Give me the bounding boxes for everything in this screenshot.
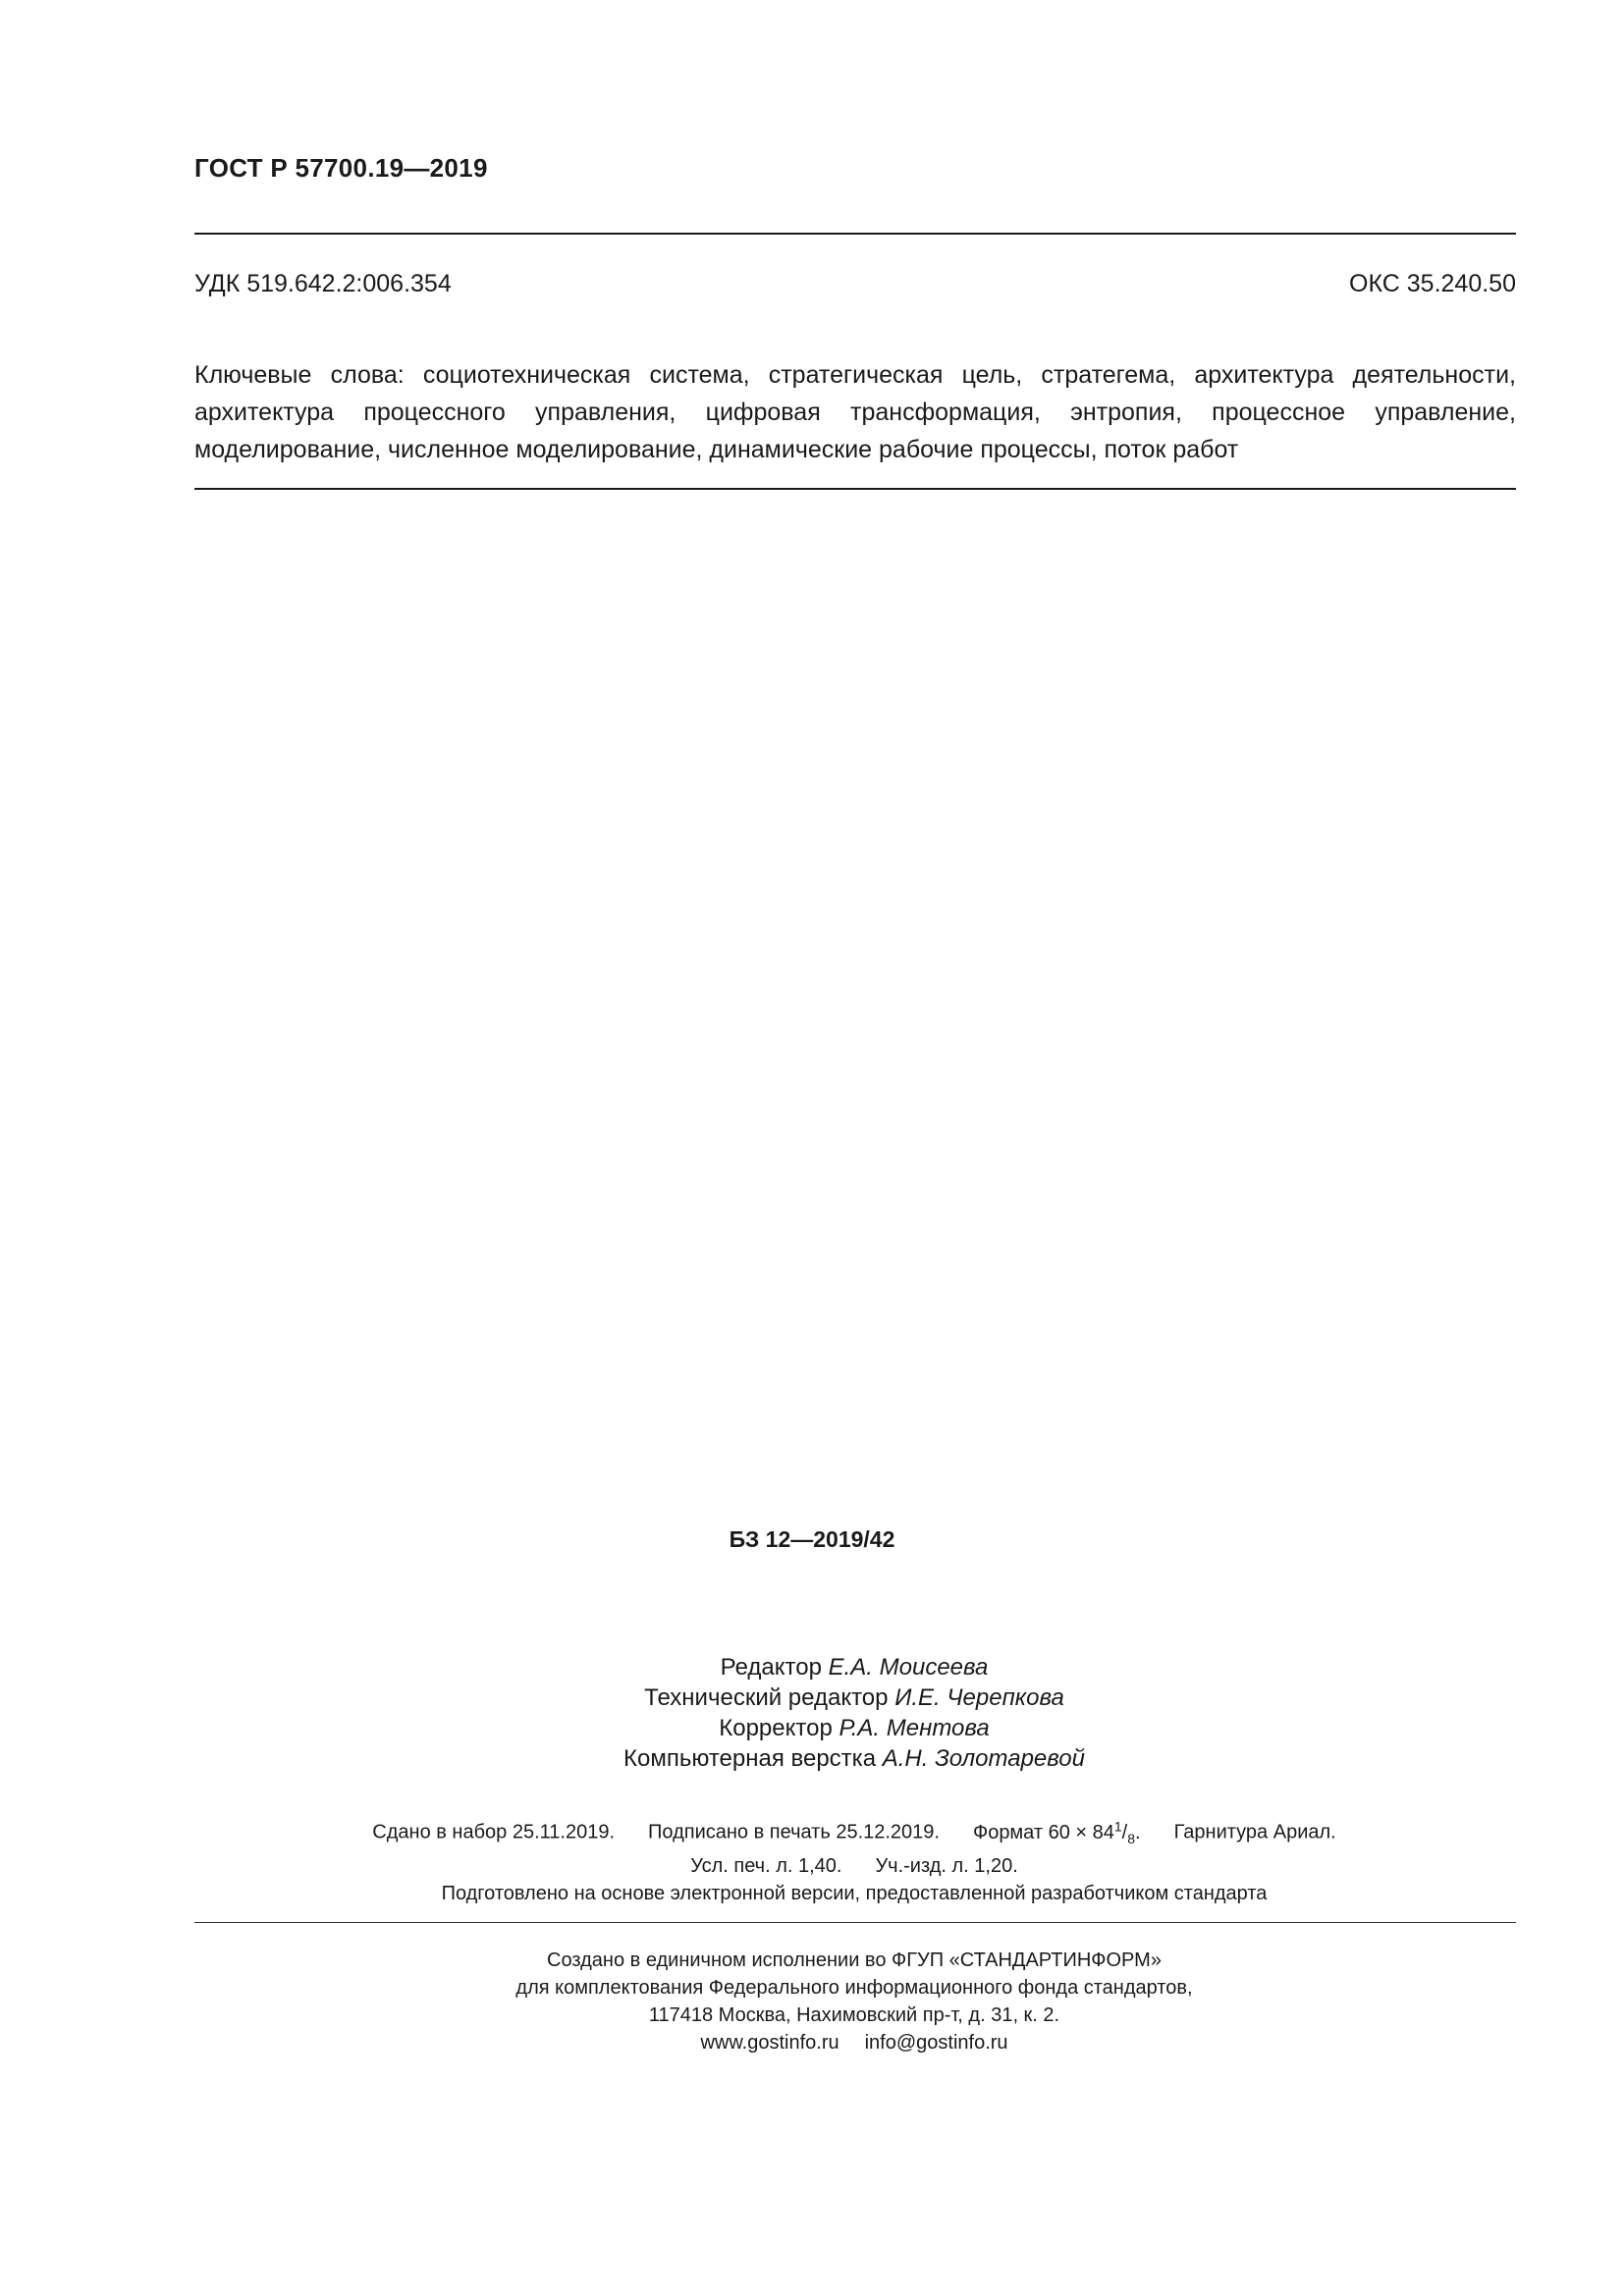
- format-denominator: 8: [1127, 1830, 1136, 1846]
- print-info: [0, 1812, 1624, 1907]
- format-numerator: 1: [1113, 1818, 1122, 1834]
- document-code: ГОСТ Р 57700.19—2019: [194, 153, 488, 183]
- credit-tech-editor: [0, 1682, 1624, 1713]
- credit-name: Р.А. Ментова: [839, 1715, 990, 1741]
- credits-block: [0, 1652, 1624, 1774]
- credit-layout: [0, 1743, 1624, 1774]
- oks-code: ОКС 35.240.50: [1349, 270, 1516, 297]
- email-link: info@gostinfo.ru: [864, 2032, 1008, 2054]
- credit-role: Компьютерная верстка: [623, 1745, 877, 1772]
- udk-code: УДК 519.642.2:006.354: [194, 270, 452, 297]
- credit-proofreader: [0, 1713, 1624, 1743]
- credit-role: Корректор: [719, 1715, 833, 1741]
- footer-divider: [194, 1922, 1516, 1923]
- publisher-line-1: Создано в единичном исполнении во ФГУП «СТАНДАРТИНФОРМ»: [547, 1949, 1162, 1971]
- typeface: Гарнитура Ариал.: [1173, 1821, 1336, 1843]
- header-divider: [194, 233, 1516, 235]
- publisher-line-2: для комплектования Федерального информационного фонда стандартов,: [515, 1977, 1193, 1999]
- format-suffix: .: [1135, 1821, 1141, 1843]
- keywords-divider: [194, 488, 1516, 490]
- print-format: Формат $60 \times 84^1/_8$.: [972, 1818, 1141, 1846]
- format-prefix: Формат 60 × 84: [972, 1821, 1114, 1843]
- publishing-sheets: Уч.-изд. л. 1,20.: [875, 1854, 1018, 1877]
- print-info-line-1: [0, 1812, 1624, 1852]
- keywords-paragraph: Ключевые слова: социотехническая система, стратегическая цель, стратегема, архитектура деятельности, архитектура процессного управления, цифровая трансформация, энтропия, процессное управление, моделирование, численное моделирование, динамические рабочие процессы, поток работ: [194, 361, 1516, 463]
- submitted-date: Сдано в набор 25.11.2019.: [372, 1821, 616, 1843]
- prepared-note: Подготовлено на основе электронной версии, предоставленной разработчиком стандарта: [441, 1882, 1268, 1904]
- credit-name: И.Е. Черепкова: [894, 1684, 1064, 1711]
- bz-number: БЗ 12—2019/42: [729, 1526, 895, 1552]
- credit-name: А.Н. Золотаревой: [882, 1745, 1085, 1772]
- print-sheets: Усл. печ. л. 1,40.: [690, 1854, 842, 1877]
- credit-editor: [0, 1652, 1624, 1682]
- website-link: www.gostinfo.ru: [700, 2032, 839, 2054]
- credit-name: Е.А. Моисеева: [828, 1654, 989, 1681]
- signed-date: Подписано в печать 25.12.2019.: [648, 1821, 940, 1843]
- credit-role: Редактор: [720, 1654, 822, 1681]
- print-info-line-2: [0, 1852, 1624, 1880]
- publisher-address: 117418 Москва, Нахимовский пр-т, д. 31, к. 2.: [648, 2004, 1060, 2026]
- credit-role: Технический редактор: [644, 1684, 889, 1711]
- publisher-block: [0, 1947, 1624, 2056]
- publisher-contacts: [0, 2029, 1624, 2056]
